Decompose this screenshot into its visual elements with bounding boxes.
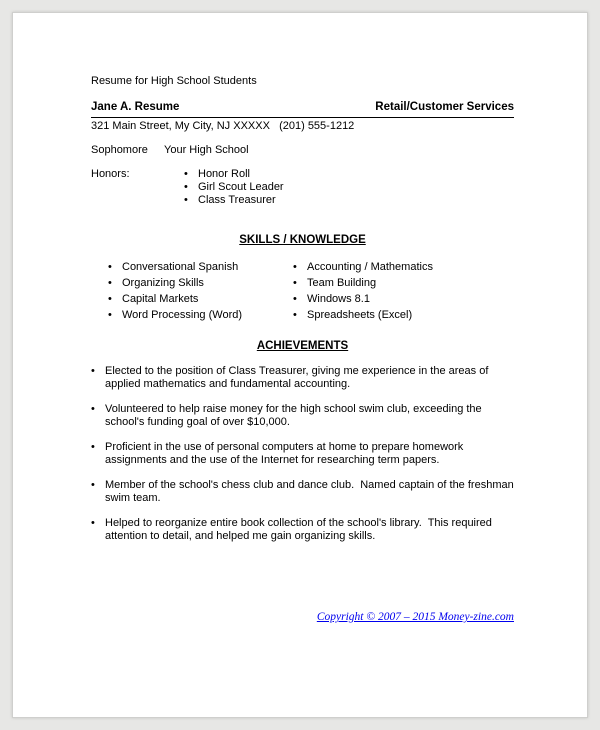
document-heading: Resume for High School Students xyxy=(91,75,257,87)
skills-column-left xyxy=(108,259,293,323)
skill-item xyxy=(108,291,293,307)
contact-info: 321 Main Street, My City, NJ XXXXX (201) 555-1212 xyxy=(91,120,355,132)
honors-list xyxy=(184,168,284,207)
skill-text: Windows 8.1 xyxy=(307,293,370,305)
skill-item xyxy=(108,259,293,275)
honors-item-text: Honor Roll xyxy=(198,168,250,180)
skill-text: Organizing Skills xyxy=(122,277,204,289)
achievement-item xyxy=(91,403,514,429)
achievement-item xyxy=(91,479,517,505)
skill-item xyxy=(293,291,514,307)
target-position: Retail/Customer Services xyxy=(375,101,514,113)
honors-item xyxy=(184,168,284,181)
achievements-list xyxy=(91,365,517,543)
skill-text: Team Building xyxy=(307,277,377,289)
skills-heading: SKILLS / KNOWLEDGE xyxy=(239,234,366,246)
grade-level: Sophomore xyxy=(91,144,148,156)
education-row xyxy=(91,144,514,157)
skills-columns xyxy=(91,259,514,323)
skill-item xyxy=(108,307,293,323)
skill-text: Word Processing (Word) xyxy=(122,309,243,321)
achievement-text: Elected to the position of Class Treasurer, giving me experience in the areas of applied mathematics and fundamental accounting. xyxy=(105,365,492,390)
skills-column-right xyxy=(293,259,514,323)
skill-item xyxy=(293,259,514,275)
achievement-item xyxy=(91,517,514,543)
skill-item xyxy=(293,307,514,323)
honors-section xyxy=(91,168,514,207)
copyright-link[interactable]: Copyright © 2007 – 2015 Money-zine.com xyxy=(316,611,514,623)
skill-text: Conversational Spanish xyxy=(122,261,239,273)
honors-item xyxy=(184,194,284,207)
achievement-item xyxy=(91,441,514,467)
achievement-text: Helped to reorganize entire book collection of the school's library. This required attention to detail, and helped me gain organizing skills. xyxy=(105,517,495,542)
skill-text: Spreadsheets (Excel) xyxy=(307,309,413,321)
honors-item-text: Class Treasurer xyxy=(198,194,276,206)
honors-item xyxy=(184,181,284,194)
achievements-heading: ACHIEVEMENTS xyxy=(256,340,349,352)
honors-item-text: Girl Scout Leader xyxy=(198,181,284,193)
header-row xyxy=(91,101,514,118)
candidate-name: Jane A. Resume xyxy=(91,101,180,113)
achievement-text: Member of the school's chess club and dance club. Named captain of the freshman swim team. xyxy=(105,479,517,504)
skill-item xyxy=(108,275,293,291)
achievement-text: Volunteered to help raise money for the high school swim club, exceeding the school's funding goal of over $10,000. xyxy=(105,403,485,428)
achievement-text: Proficient in the use of personal computers at home to prepare homework assignments and the use of the Internet for researching term papers. xyxy=(105,441,467,466)
skill-text: Capital Markets xyxy=(122,293,199,305)
achievement-item xyxy=(91,365,514,391)
resume-document xyxy=(12,12,588,718)
school-name: Your High School xyxy=(164,144,249,156)
honors-label: Honors: xyxy=(91,168,130,180)
skill-item xyxy=(293,275,514,291)
skill-text: Accounting / Mathematics xyxy=(307,261,433,273)
